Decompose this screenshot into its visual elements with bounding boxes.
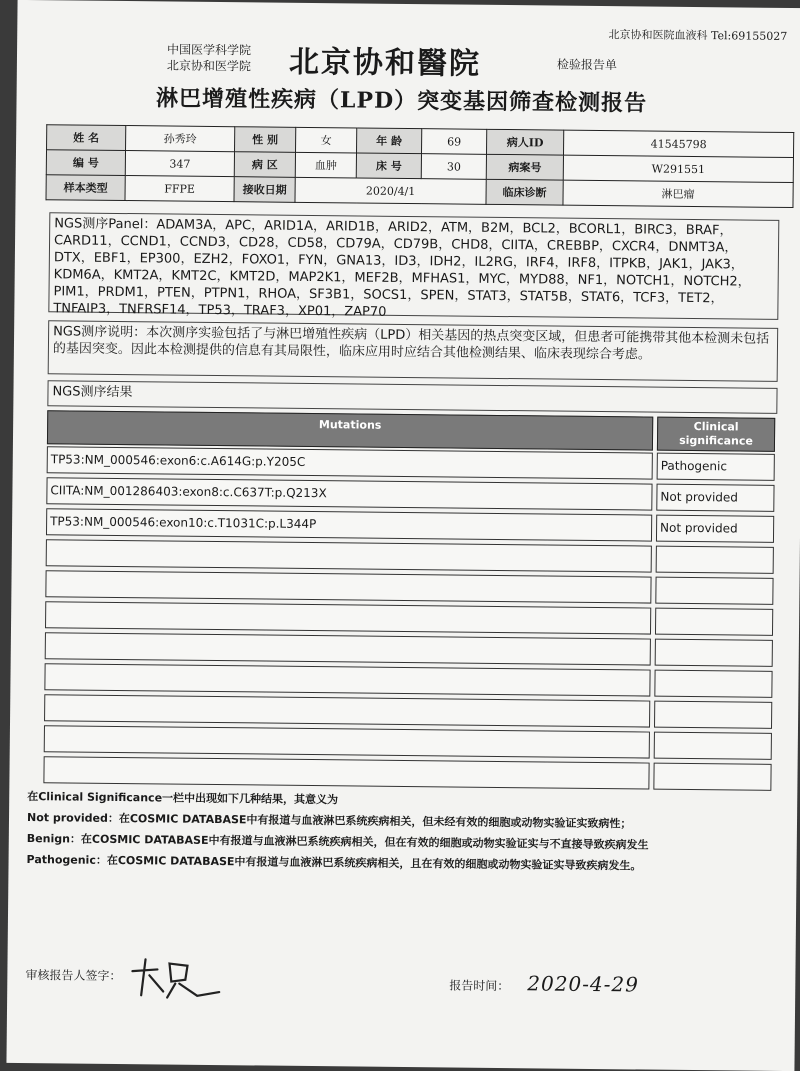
significance-cell (654, 732, 772, 760)
significance-legend (26, 786, 767, 878)
patient-age: 69 (421, 129, 486, 155)
legend-intro: 在Clinical Significance一栏中出现如下几种结果，其意义为 (27, 790, 339, 807)
significance-header-line2: significance (679, 433, 753, 448)
patient-name: 孙秀玲 (126, 126, 235, 152)
received-date: 2020/4/1 (295, 177, 486, 204)
ward: 血肿 (295, 152, 356, 178)
sex-label: 性 别 (235, 127, 296, 153)
significance-cell (654, 670, 772, 698)
hospital-logo-text: 北京协和醫院 (288, 44, 482, 82)
mutation-cell: TP53:NM_000546:exon6:c.A614G:p.Y205C (47, 446, 653, 479)
ngs-panel-genes: NGS测序Panel：ADAM3A，APC，ARID1A，ARID1B，ARID2，ATM，B2M，BCL2，BCORL1，BIRC3，BRAF，CARD11，CCND1，CCND3，CD28，CD58，CD79A，CD79B，CHD8，CIITA，CREBBP，CXCR4，DNMT3A，DTX，EBF1，EP300，EZH2，FOXO1，FYN，GNA13，ID3，IDH2，IL2RG，IRF4，IRF8，ITPKB，JAK1，JAK3，KDM6A，KMT2A，KMT2C，KMT2D，MAP2K1，MEF2B，MFHAS1，MYC，MYD88，NF1，NOTCH1，NOTCH2，PIM1，PRDM1，PTEN，PTPN1，RHOA，SF3B1，SOCS1，SPEN，STAT3，STAT5B，STAT6，TCF3，TET2，TNFAIP3，TNFRSF14，TP53，TRAF3，XP01，ZAP70 (48, 212, 779, 320)
report-type: 检验报告单 (556, 57, 618, 73)
received-date-label: 接收日期 (234, 177, 295, 203)
bed-number: 30 (421, 154, 486, 180)
results-title: NGS测序结果 (47, 380, 777, 414)
mutation-cell: CIITA:NM_001286403:exon8:c.C637T:p.Q213X (46, 477, 652, 510)
mutation-cell (44, 663, 650, 696)
significance-header (657, 417, 775, 452)
name-label: 姓 名 (47, 125, 126, 151)
significance-cell: Pathogenic (657, 453, 775, 481)
case-number: W291551 (563, 155, 793, 182)
case-label: 病案号 (486, 154, 563, 180)
significance-cell (655, 639, 773, 667)
patient-id: 41545798 (563, 130, 793, 157)
significance-cell (654, 701, 772, 729)
ngs-description: NGS测序说明：本次测序实验包括了与淋巴增殖性疾病（LPD）相关基因的热点突变区域，但患者可能携带其他本检测未包括的基因突变。因此本检测提供的信息有其局限性，临床应用时应结合其他检测结果、临床表现综合考虑。 (48, 320, 779, 382)
legend-not-provided: Not provided：在COSMIC DATABASE中有报道与血液淋巴系统疾病相关，但未经有效的细胞或动物实验证实致病性； (26, 811, 632, 831)
sample-type: FFPE (125, 176, 234, 202)
org-line-1: 中国医学科学院 (167, 42, 252, 58)
number-label: 编 号 (46, 150, 125, 176)
mutation-cell (43, 756, 649, 789)
significance-cell (655, 577, 773, 605)
significance-header-line1: Clinical (693, 420, 739, 434)
significance-cell: Not provided (656, 515, 774, 543)
mutation-cell (44, 694, 650, 727)
clinical-diagnosis: 淋巴瘤 (563, 180, 793, 207)
significance-cell (655, 608, 773, 636)
significance-cell (653, 763, 771, 791)
report-number: 347 (125, 151, 234, 177)
diagnosis-label: 临床诊断 (486, 179, 563, 205)
organization-names (167, 41, 251, 74)
department-contact: 北京协和医院血液科 Tel:69155027 (608, 28, 788, 43)
significance-cell (656, 546, 774, 574)
mutation-cell (44, 725, 650, 758)
mutation-cell (45, 570, 651, 603)
mutations-header: Mutations (47, 410, 653, 450)
sample-type-label: 样本类型 (46, 175, 125, 201)
bed-label: 床 号 (356, 153, 421, 179)
significance-cell: Not provided (656, 484, 774, 512)
org-line-2: 北京协和医学院 (166, 58, 251, 74)
legend-pathogenic: Pathogenic：在COSMIC DATABASE中有报道与血液淋巴系统疾病相关，且在有效的细胞或动物实验证实导致疾病发生。 (26, 853, 642, 873)
patient-info-table (45, 124, 794, 208)
patient-sex: 女 (296, 127, 357, 153)
report-time-label: 报告时间： (449, 978, 510, 994)
age-label: 年 龄 (357, 128, 422, 154)
reviewer-signature (127, 951, 228, 1002)
mutation-cell (45, 601, 651, 634)
report-page (6, 0, 800, 1071)
reviewer-label: 审核报告人签字： (25, 968, 122, 984)
report-time: 2020-4-29 (527, 971, 640, 997)
mutation-cell (45, 632, 651, 665)
mutation-cell (46, 539, 652, 572)
ward-label: 病 区 (234, 152, 295, 178)
mutation-cell: TP53:NM_000546:exon10:c.T1031C:p.L344P (46, 508, 652, 541)
legend-benign: Benign：在COSMIC DATABASE中有报道与血液淋巴系统疾病相关，但在有效的细胞或动物实验证实与不直接导致疾病发生 (26, 832, 649, 852)
patient-id-label: 病人ID (486, 129, 563, 155)
report-title: 淋巴增殖性疾病（LPD）突变基因筛查检测报告 (155, 85, 648, 117)
